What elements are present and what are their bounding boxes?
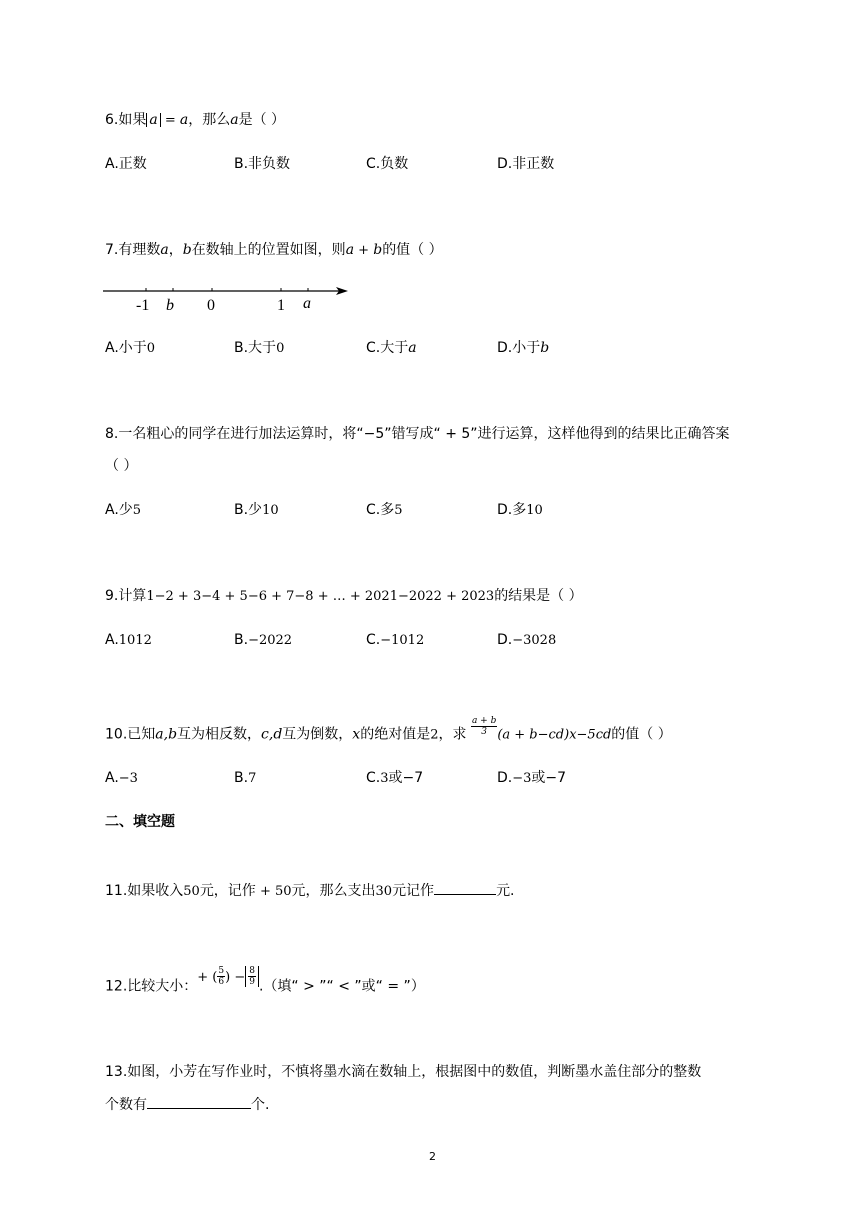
q7-var-a: a bbox=[160, 242, 169, 258]
q6-prefix: 6.如果 bbox=[105, 112, 147, 128]
axis-label-a: a bbox=[303, 295, 311, 312]
q7-option-c bbox=[366, 338, 417, 358]
q10-fraction bbox=[471, 716, 497, 737]
q10-option-b bbox=[234, 768, 256, 789]
q7-prefix: 7.有理数 bbox=[105, 242, 161, 258]
q11-answer-blank[interactable] bbox=[434, 880, 496, 895]
q11-p1: 11.如果收入 bbox=[105, 883, 184, 899]
q10-option-b-label: B. bbox=[234, 770, 249, 786]
q11-n2: + 50 bbox=[255, 884, 292, 899]
q6-option-c: C.负数 bbox=[366, 156, 409, 172]
question-9 bbox=[105, 586, 583, 607]
q8-option-b bbox=[234, 500, 279, 521]
q10-option-c-tail: 或−7 bbox=[388, 770, 424, 786]
question-8-line2: （ ） bbox=[105, 458, 138, 474]
q11-n1: 50 bbox=[183, 884, 200, 899]
q10-frac-num: a + b bbox=[471, 716, 497, 726]
q6-var: a bbox=[230, 112, 239, 128]
q12-expression bbox=[197, 966, 259, 987]
q7-option-b bbox=[234, 338, 284, 359]
q8-option-b-label: B.少 bbox=[234, 502, 263, 518]
q7-option-a-val: 0 bbox=[146, 341, 156, 356]
q10-cd: c,d bbox=[261, 726, 283, 743]
question-13-line2 bbox=[105, 1094, 269, 1115]
q9-option-a-val: 1012 bbox=[118, 633, 152, 648]
q10-p5: ，求 bbox=[438, 726, 471, 743]
q8-option-d-label: D.多 bbox=[497, 502, 527, 518]
q13-answer-blank[interactable] bbox=[147, 1094, 251, 1109]
q12-mid: ) − bbox=[225, 969, 246, 985]
q10-option-d bbox=[497, 768, 566, 789]
q8-option-c-val: 5 bbox=[394, 503, 403, 518]
question-12 bbox=[105, 966, 425, 998]
q13-line2a: 个数有 bbox=[105, 1097, 147, 1113]
q10-x: x bbox=[352, 726, 361, 743]
q7-option-a-label: A.小于 bbox=[105, 340, 147, 356]
q7-sep: ， bbox=[168, 242, 183, 258]
q7-option-c-val: a bbox=[408, 340, 417, 356]
axis-label-b: b bbox=[166, 297, 174, 314]
q7-mid: 在数轴上的位置如图，则 bbox=[191, 242, 346, 258]
q6-option-a: A.正数 bbox=[105, 156, 147, 172]
q10-option-d-val: −3 bbox=[512, 771, 532, 786]
q9-option-b-label: B. bbox=[234, 632, 249, 648]
question-8-line1: 8.一名粗心的同学在进行加法运算时，将“−5”错写成“ + 5”进行运算，这样他得到的结果比正确答案 bbox=[105, 426, 730, 442]
q9-option-b bbox=[234, 630, 292, 651]
q11-p5: 元. bbox=[496, 883, 515, 899]
q7-option-b-label: B.大于 bbox=[234, 340, 277, 356]
q10-option-d-tail: 或−7 bbox=[531, 770, 567, 786]
q12-fraction-2 bbox=[248, 966, 256, 987]
q12-plus: + ( bbox=[197, 969, 218, 985]
q8-option-a-label: A.少 bbox=[105, 502, 133, 518]
q7-plus: + bbox=[354, 243, 374, 258]
q10-option-d-label: D. bbox=[497, 770, 513, 786]
q7-expr-b: b bbox=[373, 242, 383, 258]
q7-option-a bbox=[105, 338, 155, 359]
q10-option-a-label: A. bbox=[105, 770, 119, 786]
q10-option-c-val: 3 bbox=[380, 771, 389, 786]
q11-p2: 元，记作 bbox=[199, 883, 256, 899]
q12-f2-den: 9 bbox=[249, 977, 255, 987]
q6-option-b: B.非负数 bbox=[234, 156, 291, 172]
q6-eq: = bbox=[160, 113, 180, 128]
q11-p4: 元记作 bbox=[392, 883, 435, 899]
section-heading-fill-in: 二、填空题 bbox=[105, 814, 175, 830]
number-line-figure bbox=[100, 280, 360, 316]
q7-suffix: 的值（ ） bbox=[382, 242, 443, 258]
q10-option-c bbox=[366, 768, 423, 789]
q7-option-b-val: 0 bbox=[276, 341, 285, 356]
q11-n3: 30 bbox=[375, 884, 393, 899]
q10-p2: 互为相反数， bbox=[177, 726, 262, 743]
q8-option-d-val: 10 bbox=[526, 503, 543, 518]
q8-option-d bbox=[497, 500, 543, 521]
q12-f1-num: 5 bbox=[218, 966, 225, 976]
q10-frac-den: 3 bbox=[481, 727, 487, 737]
q7-expr-a: a bbox=[345, 242, 355, 258]
q9-option-c-label: C. bbox=[366, 632, 381, 648]
q8-option-c-label: C.多 bbox=[366, 502, 395, 518]
question-10 bbox=[105, 716, 672, 746]
q10-expr: (a + b−cd)x−5cd bbox=[497, 727, 612, 743]
q12-prefix: 12.比较大小： bbox=[105, 978, 198, 995]
q9-option-a-label: A. bbox=[105, 632, 119, 648]
q8-option-a-val: 5 bbox=[132, 503, 142, 518]
q9-option-b-val: −2022 bbox=[248, 633, 293, 648]
question-6 bbox=[105, 110, 285, 131]
q7-option-c-label: C.大于 bbox=[366, 340, 409, 356]
q10-ab: a,b bbox=[155, 726, 178, 743]
q12-fraction-1 bbox=[217, 966, 225, 987]
q12-f2-num: 8 bbox=[249, 966, 255, 976]
q13-line2b: 个. bbox=[251, 1097, 270, 1113]
q12-f1-den: 6 bbox=[218, 977, 225, 987]
question-7 bbox=[105, 240, 443, 261]
q6-suffix: 是（ ） bbox=[238, 112, 286, 128]
q9-expr: 1−2 + 3−4 + 5−6 + 7−8 + … + 2021−2022 + 2023 bbox=[146, 589, 495, 604]
q10-option-c-label: C. bbox=[366, 770, 381, 786]
q6-option-d: D.非正数 bbox=[497, 156, 555, 172]
q10-option-a-val: −3 bbox=[118, 771, 138, 786]
q7-option-d bbox=[497, 338, 549, 358]
q7-option-d-val: b bbox=[540, 340, 550, 356]
axis-label-neg1: -1 bbox=[136, 297, 150, 314]
q9-suffix: 的结果是（ ） bbox=[494, 588, 583, 604]
q10-option-b-val: 7 bbox=[248, 771, 257, 786]
q9-option-c bbox=[366, 630, 424, 651]
q9-option-d bbox=[497, 630, 556, 651]
q11-p3: 元，那么支出 bbox=[291, 883, 376, 899]
q6-abs bbox=[146, 113, 160, 127]
q6-abs-inner: a bbox=[149, 112, 158, 128]
question-11 bbox=[105, 880, 515, 902]
q9-option-c-val: −1012 bbox=[380, 633, 425, 648]
axis-label-0: 0 bbox=[207, 297, 215, 314]
q10-two: 2 bbox=[430, 727, 439, 743]
q7-option-d-label: D.小于 bbox=[497, 340, 541, 356]
q10-suffix: 的值（ ） bbox=[611, 726, 672, 743]
q9-option-d-label: D. bbox=[497, 632, 513, 648]
q6-rhs: a bbox=[179, 112, 189, 128]
q9-option-a bbox=[105, 630, 152, 651]
q8-option-a bbox=[105, 500, 141, 521]
q9-prefix: 9.计算 bbox=[105, 588, 147, 604]
q10-p1: 10.已知 bbox=[105, 726, 156, 743]
q10-p4: 的绝对值是 bbox=[360, 726, 431, 743]
q8-option-c bbox=[366, 500, 403, 521]
q12-abs bbox=[245, 966, 259, 987]
q12-suffix: .（填“ > ”“ < ”或“ = ”） bbox=[258, 978, 425, 995]
q10-p3: 互为倒数， bbox=[282, 726, 353, 743]
q9-option-d-val: −3028 bbox=[512, 633, 557, 648]
question-13-line1: 13.如图，小芳在写作业时，不慎将墨水滴在数轴上，根据图中的数值，判断墨水盖住部分的整数 bbox=[105, 1064, 702, 1080]
axis-label-1: 1 bbox=[277, 297, 285, 314]
q6-mid: ，那么 bbox=[188, 112, 231, 128]
q8-option-b-val: 10 bbox=[262, 503, 279, 518]
page-number: 2 bbox=[429, 1150, 436, 1163]
q7-var-b: b bbox=[182, 242, 192, 258]
q10-option-a bbox=[105, 768, 138, 789]
